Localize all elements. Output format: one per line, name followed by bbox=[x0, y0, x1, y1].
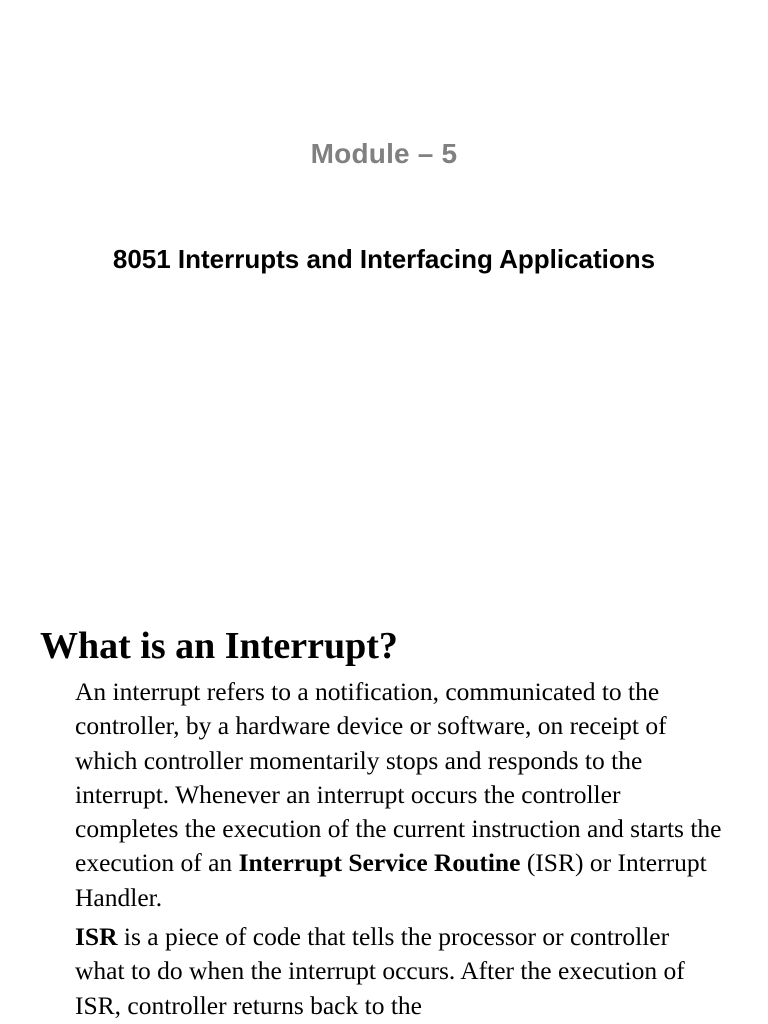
content-slide bbox=[0, 622, 768, 1024]
isr-abbr-bold: ISR bbox=[75, 922, 118, 951]
isr-term-bold: Interrupt Service Routine bbox=[238, 848, 521, 878]
isr-definition-paragraph bbox=[75, 920, 725, 1023]
section-heading: What is an Interrupt? bbox=[40, 625, 398, 667]
paragraph-text-end: (ISR) or Interrupt Handler. bbox=[75, 848, 707, 912]
slide-title: 8051 Interrupts and Interfacing Applications bbox=[112, 244, 656, 274]
isr-paragraph-text: is a piece of code that tells the processor or controller what to do when the interrupt occurs. After the execution of ISR, controller returns back to the bbox=[75, 922, 685, 1020]
module-label: Module – 5 bbox=[310, 138, 458, 169]
interrupt-definition-paragraph bbox=[75, 675, 725, 915]
paragraph-text: An interrupt refers to a notification, communicated to the controller, by a hardware device or software, on receipt of which controller momentarily stops and responds to the interrupt. Whenever an interrupt occurs the controller completes the execution of the current instruction and starts the execution of an bbox=[75, 677, 722, 878]
